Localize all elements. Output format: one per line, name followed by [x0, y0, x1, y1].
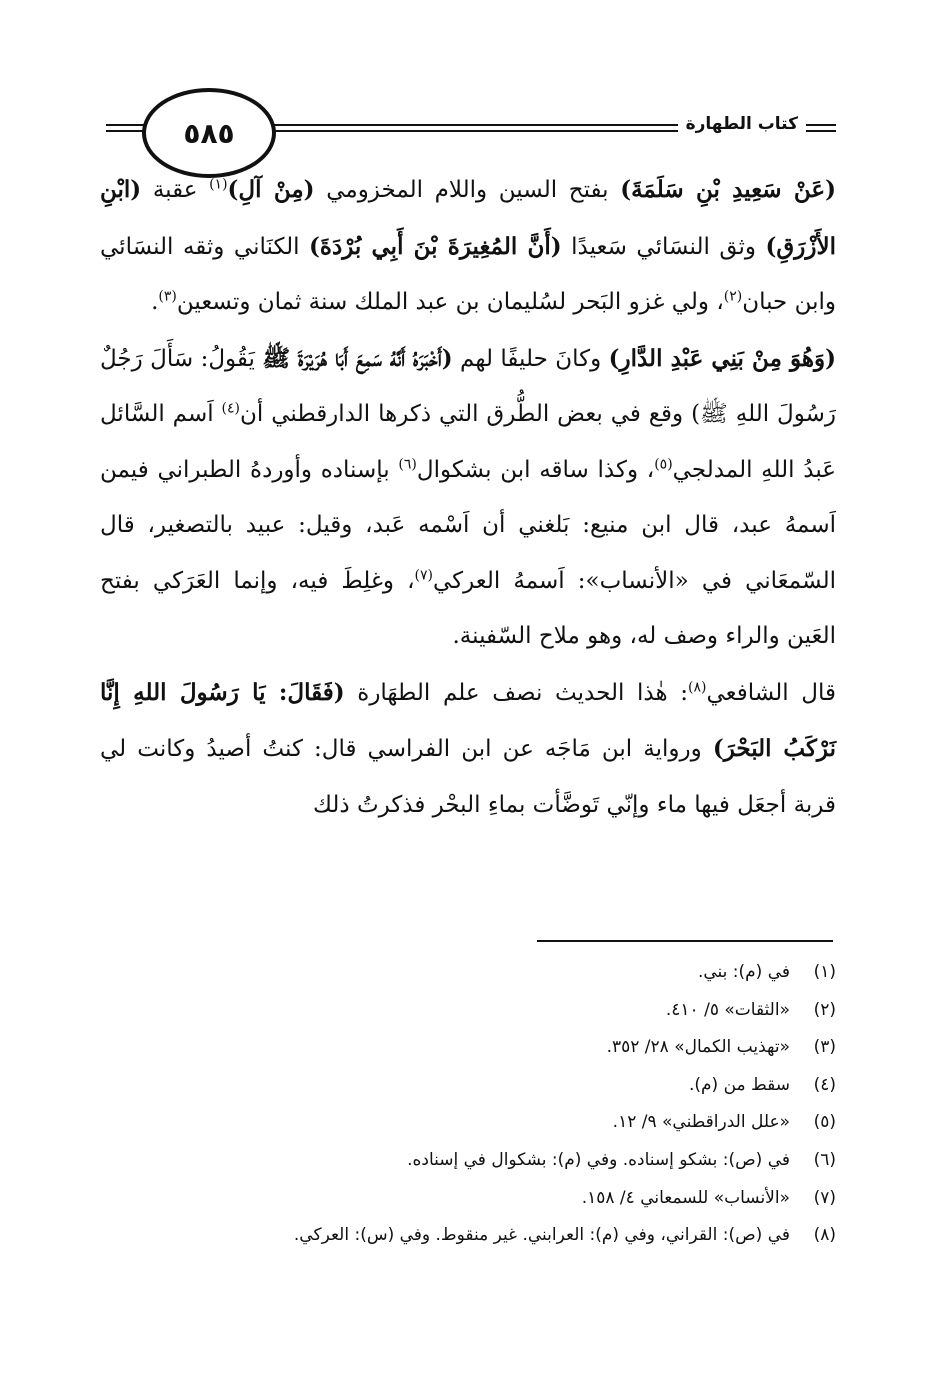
footnote-number: (٢)	[813, 999, 836, 1020]
paragraph	[100, 162, 836, 331]
commentary-text: وكانَ حليفًا لهم	[452, 345, 609, 372]
hadith-text: (أَخْبَرَهُ أَنَّهُ سَمِعَ أَبَا هُرَيْرَةَ ﷺ	[262, 344, 453, 372]
footnote-number: (٤)	[813, 1074, 836, 1095]
footnote	[100, 1029, 836, 1067]
commentary-text: الكنَاني وثقه النسَائي وابن حبان	[100, 233, 836, 315]
footnote	[100, 1067, 836, 1105]
footnotes	[100, 954, 836, 1255]
commentary-text: اَسم السَّائل عَبدُ اللهِ المدلجي	[100, 401, 836, 483]
commentary-text: ، ولي غزو البَحر لسُليمان بن عبد الملك سنة ثمان وتسعين	[176, 289, 724, 315]
footnote-marker[interactable]: (٨)	[687, 678, 707, 695]
footnote-number: (٧)	[813, 1187, 836, 1208]
footnote-marker[interactable]: (٣)	[158, 288, 177, 305]
footnote-text: في (ص): بشكو إسناده. وفي (م): بشكوال في إسناده.	[407, 1149, 790, 1170]
footnote-marker[interactable]: (٦)	[398, 455, 417, 472]
footnote	[100, 1180, 836, 1218]
commentary-text: : هٰذا الحديث نصف علم الطهَارة	[344, 679, 688, 706]
commentary-text: .	[151, 289, 159, 315]
commentary-text: ، وكذا ساقه ابن بشكوال	[416, 456, 655, 483]
footnote-separator	[537, 940, 833, 942]
commentary-text: ، وغلِطَ فيه، وإنما العَرَكي بفتح العَين والراء وصف له، وهو ملاح السّفينة.	[100, 567, 836, 649]
footnote-marker[interactable]: (٢)	[723, 288, 743, 305]
hadith-text: (أَنَّ المُغِيرَةَ بْنَ أَبِي بُرْدَةَ)	[309, 232, 562, 260]
commentary-text: بفتح السين واللام المخزومي	[314, 177, 621, 203]
paragraph	[100, 331, 836, 665]
footnote-text: «تهذيب الكمال» ٢٨/ ٣٥٢.	[606, 1037, 790, 1058]
commentary-text: ورواية ابن مَاجَه عن ابن الفراسي قال: كنتُ أصيدُ وكانت لي قربة أجعَل فيها ماء وإنّي تَوضَّأت بماءِ البحْر فذكرتُ ذلك	[100, 736, 836, 818]
commentary-text: وقع في بعض الطُّرق التي ذكرها الدارقطني أن	[240, 401, 692, 427]
footnote-number: (٦)	[813, 1149, 836, 1170]
commentary-text: يَقُولُ: سَأَلَ رَجُلٌ رَسُولَ اللهِ ﷺ)	[100, 345, 836, 427]
footnote-text: «الأنساب» للسمعاني ٤/ ١٥٨.	[581, 1187, 790, 1208]
hadith-text: (عَنْ سَعِيدِ بْنِ سَلَمَةَ)	[620, 176, 836, 203]
running-title: كتاب الطهارة	[678, 114, 806, 134]
footnote-number: (٨)	[813, 1225, 836, 1246]
footnote-text: في (م): بني.	[697, 962, 790, 982]
footnote-text: «علل الدراقطني» ٩/ ١٢.	[612, 1112, 790, 1133]
hadith-text: (فَقَالَ: يَا رَسُولَ اللهِ إِنَّا نَرْكَبُ البَحْرَ)	[100, 678, 836, 762]
hadith-text: (وَهُوَ مِنْ بَنِي عَبْدِ الدَّارِ)	[608, 344, 837, 372]
footnote-text: في (ص): القراني، وفي (م): العرابني. غير منقوط. وفي (س): العركي.	[293, 1225, 790, 1246]
footnote-marker[interactable]: (٤)	[221, 400, 241, 417]
footnote	[100, 992, 836, 1030]
commentary-text: بإسناده وأوردهُ الطبراني فيمن اَسمهُ عبد، قال ابن منيع: بَلغني أن اَسْمه عَبد، وقيل: عبيد بالتصغير، قال السّمعَاني في «الأنساب»: اَسمهُ العركي	[100, 456, 836, 594]
hadith-text: (ابْنِ الأَزْرَقِ)	[100, 176, 836, 260]
footnote-marker[interactable]: (١)	[209, 176, 228, 193]
main-text	[100, 162, 836, 833]
footnote	[100, 1104, 836, 1142]
footnote-marker[interactable]: (٧)	[414, 566, 433, 583]
footnote	[100, 1217, 836, 1255]
commentary-text: قال الشافعي	[706, 679, 836, 706]
footnote-number: (٥)	[813, 1112, 836, 1133]
commentary-text: عقبة	[141, 177, 210, 203]
footnote-number: (١)	[813, 962, 836, 982]
footnote-text: سقط من (م).	[688, 1074, 790, 1095]
page-number: ٥٨٥	[183, 116, 235, 150]
hadith-text: (مِنْ آلِ)	[227, 176, 315, 203]
commentary-text: وثق النسَائي سَعيدًا	[561, 233, 766, 260]
footnote-marker[interactable]: (٥)	[654, 455, 673, 472]
footnote	[100, 1142, 836, 1180]
footnote	[100, 954, 836, 992]
footnote-number: (٣)	[813, 1037, 836, 1058]
paragraph	[100, 665, 836, 834]
footnote-text: «الثقات» ٥/ ٤١٠.	[665, 999, 790, 1020]
